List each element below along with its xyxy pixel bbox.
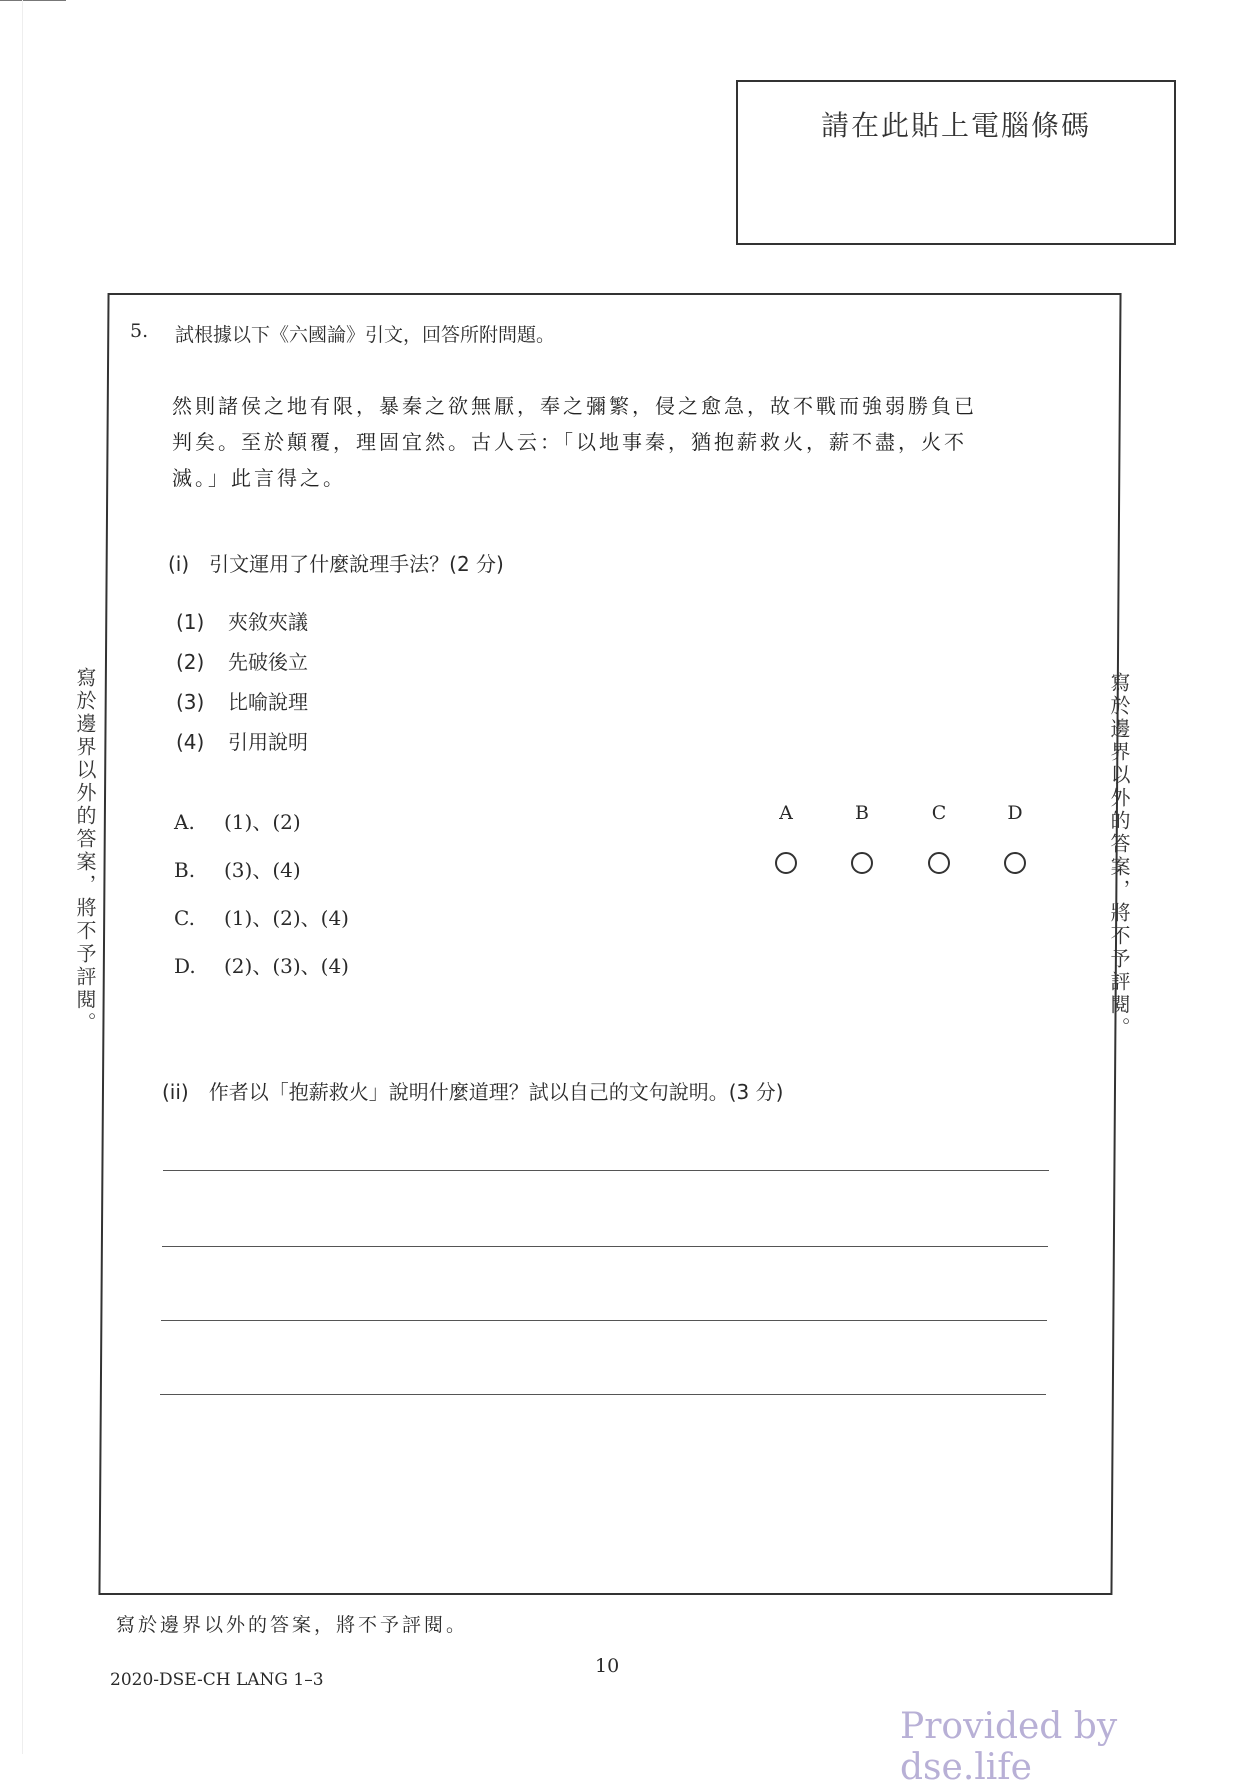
answer-bubble-d[interactable] [1004, 852, 1026, 874]
statement-number: (2) [176, 650, 205, 674]
binding-line [22, 0, 23, 1754]
option-text: (2)、(3)、(4) [224, 954, 349, 978]
footer-note: 寫於邊界以外的答案，將不予評閱。 [116, 1614, 469, 1636]
bubble-letter-d: D [1007, 802, 1023, 824]
bubble-letter-b: B [855, 802, 869, 824]
option-letter: D. [174, 954, 196, 978]
option-b [174, 854, 301, 883]
answer-line[interactable] [161, 1320, 1047, 1321]
answer-line[interactable] [163, 1170, 1049, 1171]
question-number: 5. [130, 320, 149, 342]
exam-code: 2020-DSE-CH LANG 1–3 [110, 1670, 324, 1690]
statement-text: 先破後立 [228, 650, 308, 674]
statement-text: 夾敘夾議 [228, 610, 308, 634]
passage-line: 然則諸侯之地有限，暴秦之欲無厭，奉之彌繁，侵之愈急，故不戰而強弱勝負已 [172, 394, 977, 418]
statement-number: (4) [176, 730, 205, 754]
option-text: (3)、(4) [224, 858, 301, 882]
option-text: (1)、(2)、(4) [224, 906, 349, 930]
statement-number: (3) [176, 690, 205, 714]
page-number: 10 [595, 1655, 620, 1677]
answer-bubble-a[interactable] [775, 852, 797, 874]
passage-line: 滅。」此言得之。 [172, 466, 346, 490]
passage-line: 判矣。至於顛覆，理固宜然。古人云：「以地事秦，猶抱薪救火，薪不盡，火不 [172, 430, 967, 454]
watermark: Provided by dse.life [900, 1706, 1118, 1788]
statement-text: 比喻說理 [228, 690, 308, 714]
left-margin-note: 寫於邊界以外的答案，將不予評閱。 [73, 667, 97, 1035]
statement-text: 引用說明 [228, 730, 308, 754]
bubble-letter-c: C [931, 802, 947, 824]
page-edge-mark [0, 0, 66, 1]
option-c [174, 902, 349, 931]
answer-bubble-c[interactable] [928, 852, 950, 874]
statement-item [176, 606, 308, 635]
option-a [174, 806, 301, 835]
statement-item [176, 646, 308, 675]
option-d [174, 950, 349, 979]
statement-item [176, 686, 308, 715]
part-i-question: (i) 引文運用了什麼說理手法？(2 分) [168, 552, 504, 576]
barcode-box [736, 80, 1176, 245]
bubble-letter-a: A [779, 802, 793, 824]
question-instruction: 試根據以下《六國論》引文，回答所附問題。 [175, 324, 556, 346]
answer-line[interactable] [162, 1246, 1048, 1247]
option-letter: A. [174, 810, 195, 834]
passage-excerpt [172, 388, 1072, 496]
answer-line[interactable] [160, 1394, 1046, 1395]
option-text: (1)、(2) [224, 810, 301, 834]
option-letter: C. [174, 906, 195, 930]
right-margin-note: 寫於邊界以外的答案，將不予評閱。 [1107, 672, 1131, 1040]
barcode-label: 請在此貼上電腦條碼 [820, 109, 1091, 142]
statement-number: (1) [176, 610, 205, 634]
option-letter: B. [174, 858, 196, 882]
statement-item [176, 726, 308, 755]
part-ii-question: (ii) 作者以「抱薪救火」說明什麼道理？試以自己的文句說明。(3 分) [162, 1080, 784, 1104]
answer-bubble-b[interactable] [851, 852, 873, 874]
